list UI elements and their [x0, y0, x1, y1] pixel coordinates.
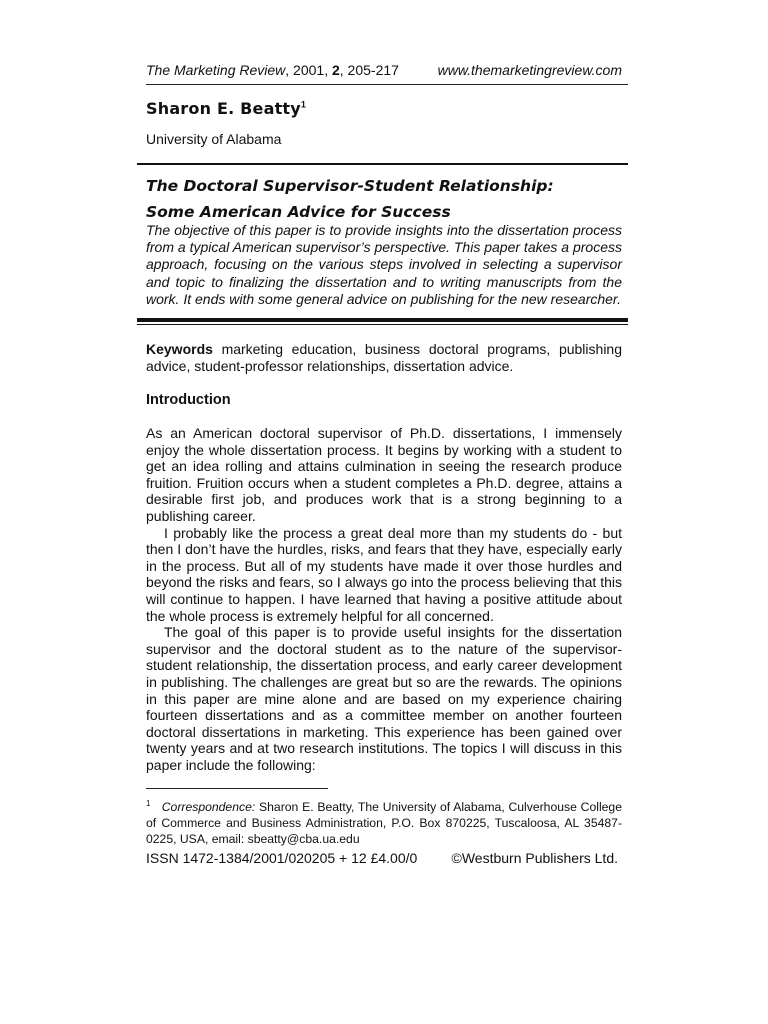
title-line-1: The Doctoral Supervisor-Student Relationship:: [146, 177, 554, 195]
author-name: [146, 99, 306, 118]
journal-name: The Marketing Review: [146, 62, 286, 78]
title-rule-top: [137, 163, 628, 165]
paragraph: As an American doctoral supervisor of Ph.D. dissertations, I immensely enjoy the whole dissertation process. It begins by working with a student to get an idea rolling and attains culmination in seeing the research produce fruition. Fruition occurs when a student completes a Ph.D. degree, attains a desirable first job, and produces work that is a strong beginning to a publishing career.: [146, 425, 622, 524]
introduction-body: [146, 425, 622, 773]
keywords-text: marketing education, business doctoral programs, publishing advice, student-professor relationships, dissertation advice.: [146, 341, 622, 375]
journal-volume: 2: [331, 62, 340, 78]
keywords: [146, 341, 622, 375]
author-footnote-mark: 1: [300, 99, 307, 110]
publisher: ©Westburn Publishers Ltd.: [451, 850, 618, 866]
journal-citation: [146, 62, 399, 78]
footnote-label: Correspondence:: [161, 800, 256, 815]
footnote-text: Sharon E. Beatty, The University of Alabama, Culverhouse College of Commerce and Business Administration, P.O. Box 870225, Tuscaloosa, AL 35487-0225, USA, email: sbeatty@cba.ua.edu: [146, 800, 622, 847]
journal-url[interactable]: www.themarketingreview.com: [437, 62, 622, 78]
footnote-mark: 1: [146, 799, 151, 808]
footnote-rule: [146, 788, 328, 789]
paragraph: The goal of this paper is to provide useful insights for the dissertation supervisor and the doctoral student as to the nature of the supervisor-student relationship, the dissertation process, and early career development in publishing. The challenges are great but so are the rewards. The opinions in this paper are mine alone and are based on my experience chairing fourteen dissertations and as a committee member on another fourteen doctoral dissertations in marketing. This experience has been gained over twenty years and at two research institutions. The topics I will discuss in this paper include the following:: [146, 624, 622, 773]
title-line-2: Some American Advice for Success: [146, 203, 451, 221]
introduction-heading: Introduction: [146, 392, 231, 408]
header-rule: [146, 84, 628, 85]
author-name-text: Sharon E. Beatty: [146, 99, 301, 118]
abstract-rule-thin: [137, 324, 628, 325]
author-affiliation: University of Alabama: [146, 131, 282, 147]
keywords-label: Keywords: [146, 341, 213, 357]
paper-title: [146, 173, 626, 225]
issn: ISSN 1472-1384/2001/020205 + 12 £4.00/0: [146, 850, 418, 866]
abstract-rule-thick: [137, 318, 628, 322]
journal-year: , 2001,: [285, 62, 332, 78]
footnote: [146, 796, 622, 847]
paragraph: I probably like the process a great deal more than my students do - but then I don’t have the hurdles, risks, and fears that they have, especially early in the process. But all of my students have made it over those hurdles and beyond the risks and fears, so I always go into the process believing that this will continue to happen. I have learned that having a positive attitude about the whole process is extremely helpful for all concerned.: [146, 524, 622, 624]
abstract: The objective of this paper is to provide insights into the dissertation process from a typical American supervisor’s perspective. This paper takes a process approach, focusing on the various steps involved in selecting a supervisor and topic to finalizing the dissertation and to writing manuscripts from the work. It ends with some general advice on publishing for the new researcher.: [146, 222, 622, 307]
journal-pages: , 205-217: [339, 62, 399, 78]
